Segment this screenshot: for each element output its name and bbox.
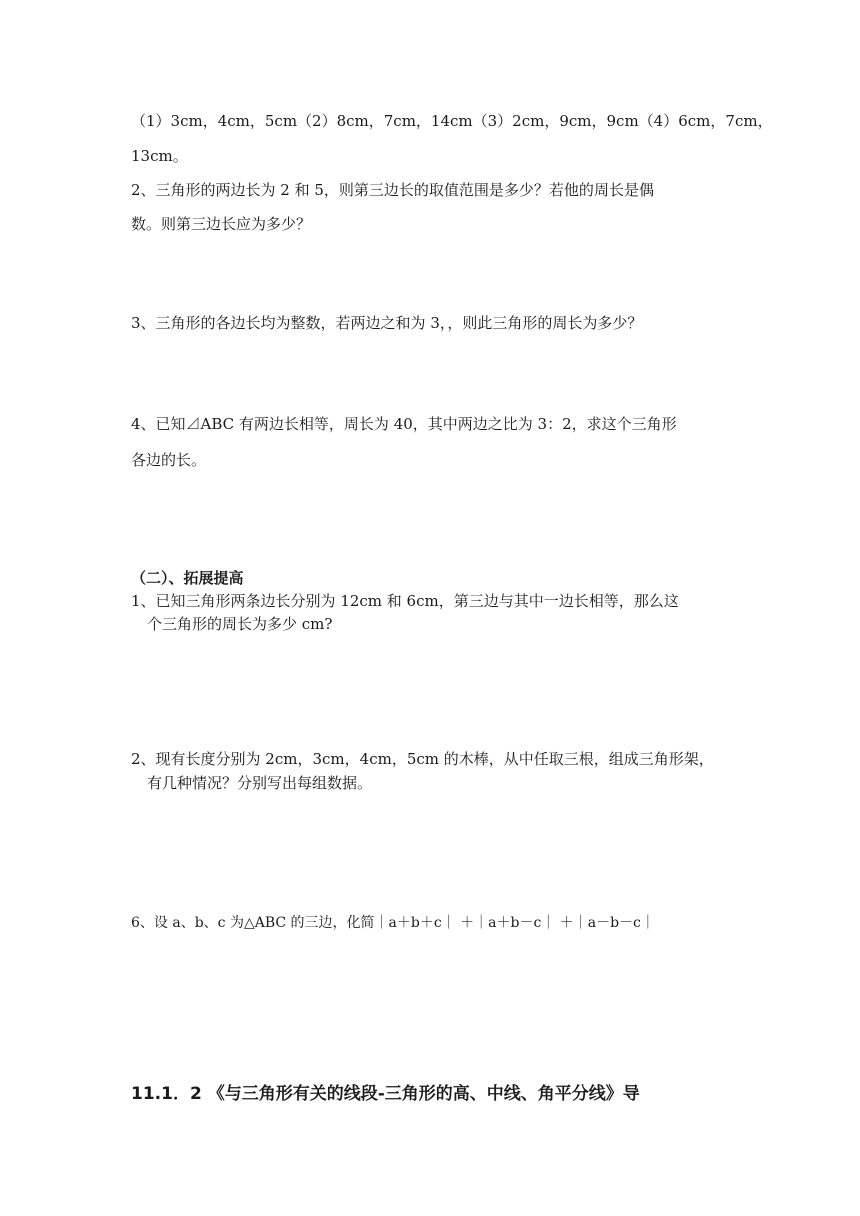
- question-3: 3、三角形的各边长均为整数，若两边之和为 3，，则此三角形的周长为多少？: [131, 314, 643, 332]
- extension-1-line-2: 个三角形的周长为多少 cm?: [147, 615, 333, 633]
- section-heading-extension: （二）、拓展提高: [131, 569, 244, 587]
- extension-2-line-2: 有几种情况？分别写出每组数据。: [147, 774, 373, 792]
- question-6: 6、设 a、b、c 为△ABC 的三边，化简｜a＋b＋c｜ ＋｜a＋b－c｜ ＋｜a－b－c｜: [131, 915, 655, 931]
- question-4-line-1: 4、已知⊿ABC 有两边长相等，周长为 40，其中两边之比为 3：2，求这个三角形: [131, 415, 677, 433]
- extension-2-line-1: 2、现有长度分别为 2cm，3cm，4cm，5cm 的木棒，从中任取三根，组成三角形架，: [131, 750, 714, 768]
- q1-options-line-2: 13cm。: [131, 147, 188, 165]
- extension-1-line-1: 1、已知三角形两条边长分别为 12cm 和 6cm，第三边与其中一边长相等，那么这: [131, 592, 679, 610]
- next-section-title: 11.1．2 《与三角形有关的线段-三角形的高、中线、角平分线》导: [131, 1084, 640, 1104]
- question-2-line-1: 2、三角形的两边长为 2 和 5，则第三边长的取值范围是多少？若他的周长是偶: [131, 181, 654, 199]
- question-2-line-2: 数。则第三边长应为多少？: [131, 215, 312, 233]
- q1-options-line-1: （1）3cm，4cm，5cm（2）8cm，7cm，14cm（3）2cm，9cm，9cm（4）6cm，7cm，: [131, 112, 773, 130]
- question-4-line-2: 各边的长。: [131, 451, 207, 469]
